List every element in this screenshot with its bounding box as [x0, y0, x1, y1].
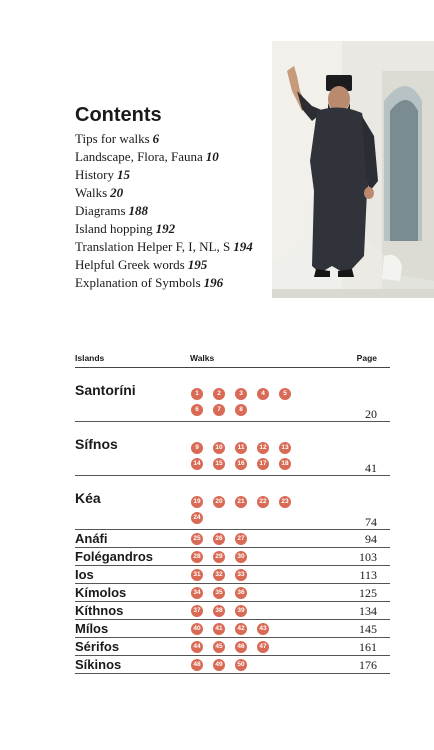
walk-number-circle: 27: [235, 533, 247, 545]
walk-number-circle: 31: [191, 569, 203, 581]
island-name: Sífnos: [75, 436, 118, 452]
table-row: [75, 530, 390, 548]
table-header: [75, 351, 390, 368]
island-name: Kíthnos: [75, 603, 124, 618]
toc-item-page: 196: [203, 275, 224, 290]
walk-number-circle: 6: [191, 404, 203, 416]
island-name: Kéa: [75, 490, 101, 506]
toc-item-page: 20: [110, 185, 124, 200]
page-number: 145: [359, 622, 377, 636]
page-number: 94: [365, 532, 377, 546]
walk-number-circle: 38: [213, 605, 225, 617]
toc-item-page: 192: [155, 221, 176, 236]
walk-numbers: [191, 587, 301, 599]
toc-item-page: 195: [187, 257, 208, 272]
toc-list: [75, 131, 275, 291]
toc-item-label: Tips for walks: [75, 131, 150, 146]
toc-item-label: Translation Helper F, I, NL, S: [75, 239, 231, 254]
walk-number-circle: 9: [191, 442, 203, 454]
header-page: Page: [356, 353, 377, 363]
toc-item: [75, 239, 275, 255]
walk-number-circle: 26: [213, 533, 225, 545]
toc-item-page: 194: [233, 239, 253, 254]
toc-item: [75, 167, 275, 183]
page-number: 41: [365, 461, 377, 475]
toc-item-label: Explanation of Symbols: [75, 275, 201, 290]
walk-numbers: [191, 533, 301, 545]
walk-number-circle: 43: [257, 623, 269, 635]
walk-number-circle: 30: [235, 551, 247, 563]
walk-numbers: [191, 659, 301, 671]
walk-number-circle: 4: [257, 388, 269, 400]
table-row: [75, 656, 390, 674]
table-row: [75, 602, 390, 620]
walk-number-circle: 50: [235, 659, 247, 671]
walk-numbers: [191, 388, 301, 416]
walk-number-circle: 14: [191, 458, 203, 470]
table-row: [75, 620, 390, 638]
walk-number-circle: 49: [213, 659, 225, 671]
walk-number-circle: 20: [213, 496, 225, 508]
walk-number-circle: 19: [191, 496, 203, 508]
walk-number-circle: 33: [235, 569, 247, 581]
toc-item: [75, 185, 275, 201]
walk-number-circle: 42: [235, 623, 247, 635]
page-number: 161: [359, 640, 377, 654]
walk-numbers: [191, 605, 301, 617]
island-name: Anáfi: [75, 531, 108, 546]
walk-number-circle: 7: [213, 404, 225, 416]
toc-item-label: Island hopping: [75, 221, 153, 236]
page-number: 20: [365, 407, 377, 421]
walk-number-circle: 10: [213, 442, 225, 454]
header-walks: Walks: [190, 353, 215, 363]
page-number: 113: [359, 568, 377, 582]
island-name: Kímolos: [75, 585, 127, 600]
toc-item-label: History: [75, 167, 114, 182]
island-name: Síkinos: [75, 657, 122, 672]
walk-number-circle: 8: [235, 404, 247, 416]
toc-item-label: Landscape, Flora, Fauna: [75, 149, 203, 164]
island-name: Ios: [75, 567, 94, 582]
island-name: Sérifos: [75, 639, 120, 654]
walk-number-circle: 41: [213, 623, 225, 635]
walk-numbers: [191, 569, 301, 581]
walk-number-circle: 32: [213, 569, 225, 581]
walk-number-circle: 15: [213, 458, 225, 470]
walk-number-circle: 37: [191, 605, 203, 617]
toc-item: [75, 275, 275, 291]
walk-number-circle: 24: [191, 512, 203, 524]
walk-number-circle: 36: [235, 587, 247, 599]
page-number: 74: [365, 515, 377, 529]
walk-number-circle: 5: [279, 388, 291, 400]
walk-number-circle: 23: [279, 496, 291, 508]
walk-number-circle: 17: [257, 458, 269, 470]
toc-item: [75, 149, 275, 165]
walk-number-circle: 40: [191, 623, 203, 635]
table-rows: [75, 381, 390, 674]
walk-numbers: [191, 623, 301, 635]
walk-number-circle: 39: [235, 605, 247, 617]
toc-item-page: 10: [205, 149, 219, 164]
walk-number-circle: 35: [213, 587, 225, 599]
cover-photo-monk: [272, 41, 434, 298]
walk-number-circle: 25: [191, 533, 203, 545]
page-number: 103: [359, 550, 377, 564]
contents-title: Contents: [75, 104, 162, 126]
toc-item-label: Helpful Greek words: [75, 257, 185, 272]
table-row: [75, 548, 390, 566]
table-row: [75, 584, 390, 602]
walk-numbers: [191, 442, 301, 470]
table-row: [75, 638, 390, 656]
walk-number-circle: 18: [279, 458, 291, 470]
toc-item: [75, 203, 275, 219]
walk-number-circle: 47: [257, 641, 269, 653]
island-name: Mílos: [75, 621, 109, 636]
toc-item-label: Walks: [75, 185, 108, 200]
toc-item-label: Diagrams: [75, 203, 126, 218]
page-number: 176: [359, 658, 377, 672]
page-number: 134: [359, 604, 377, 618]
walk-number-circle: 48: [191, 659, 203, 671]
walk-number-circle: 46: [235, 641, 247, 653]
walk-number-circle: 22: [257, 496, 269, 508]
table-row: [75, 489, 390, 530]
walk-number-circle: 3: [235, 388, 247, 400]
header-islands: Islands: [75, 353, 105, 363]
table-row: [75, 381, 390, 422]
contents-section: [75, 104, 275, 293]
toc-item: [75, 221, 275, 237]
toc-item-page: 6: [152, 131, 160, 146]
toc-item: [75, 131, 275, 147]
walk-number-circle: 29: [213, 551, 225, 563]
walk-number-circle: 13: [279, 442, 291, 454]
walk-numbers: [191, 496, 301, 524]
toc-item-page: 188: [128, 203, 149, 218]
island-name: Santoríni: [75, 382, 136, 398]
walk-number-circle: 21: [235, 496, 247, 508]
walk-number-circle: 44: [191, 641, 203, 653]
toc-item: [75, 257, 275, 273]
walk-numbers: [191, 551, 301, 563]
islands-table: [75, 351, 390, 674]
walk-numbers: [191, 641, 301, 653]
walk-number-circle: 28: [191, 551, 203, 563]
walk-number-circle: 1: [191, 388, 203, 400]
walk-number-circle: 16: [235, 458, 247, 470]
page-number: 125: [359, 586, 377, 600]
table-row: [75, 435, 390, 476]
table-row: [75, 566, 390, 584]
walk-number-circle: 34: [191, 587, 203, 599]
island-name: Folégandros: [75, 549, 154, 564]
walk-number-circle: 11: [235, 442, 247, 454]
toc-item-page: 15: [117, 167, 130, 182]
walk-number-circle: 12: [257, 442, 269, 454]
walk-number-circle: 45: [213, 641, 225, 653]
walk-number-circle: 2: [213, 388, 225, 400]
